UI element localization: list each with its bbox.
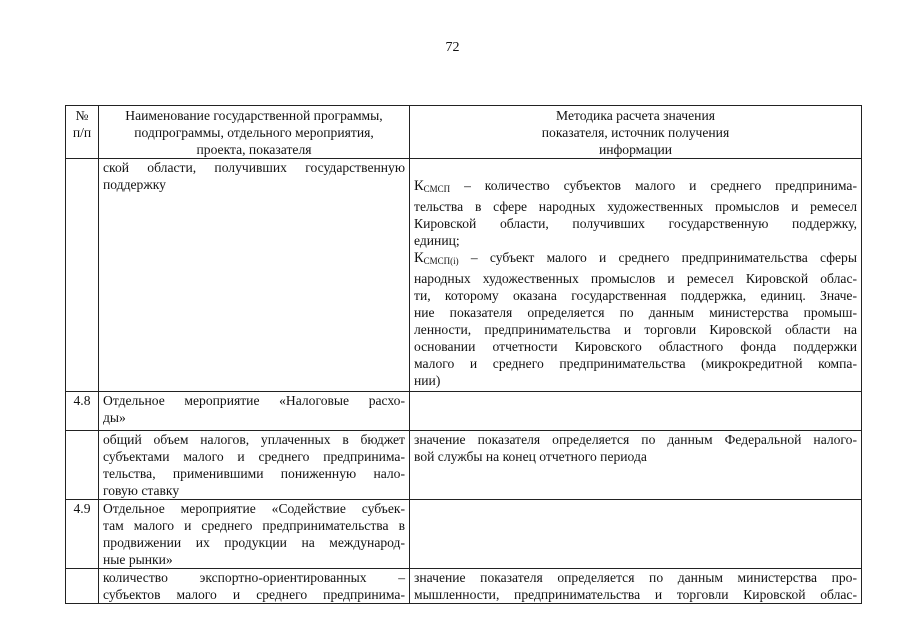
- method-line: значение показателя определяется по данным Федеральной налого-: [414, 432, 857, 447]
- header-method-text: Методика расчета значения показателя, источник получения информации: [541, 108, 730, 157]
- row-name-line: Отдельное мероприятие «Налоговые расхо-: [103, 393, 405, 408]
- formula-subscript: СМСП: [423, 184, 451, 194]
- row-name-line: ды»: [103, 410, 126, 425]
- row-name-cell: [99, 431, 410, 500]
- indicator-methodology-table: [65, 105, 862, 604]
- row-name-cell: [99, 392, 410, 431]
- method-line: единиц;: [414, 233, 460, 248]
- method-line: нии): [414, 373, 441, 388]
- formula-subscript: СМСП(i): [423, 256, 459, 266]
- row-name-line: субъектов малого и среднего предпринима-: [103, 587, 405, 602]
- row-method-cell: [410, 500, 862, 569]
- method-line: вой службы на конец отчетного периода: [414, 449, 647, 464]
- row-name-cell: [99, 500, 410, 569]
- row-num-cell: 4.9: [66, 500, 99, 569]
- method-line: Кировской области, получивших государственную поддержку,: [414, 216, 857, 231]
- table-row: [66, 159, 862, 392]
- row-name-line: Отдельное мероприятие «Содействие субъек-: [103, 501, 405, 516]
- row-num-cell: 4.8: [66, 392, 99, 431]
- method-line: ние показателя определяется по данным министерства промыш-: [414, 305, 857, 320]
- header-name: [99, 106, 410, 159]
- table-row: [66, 431, 862, 500]
- row-name-line: количество экспортно-ориентированных –: [103, 570, 405, 585]
- row-method-cell: [410, 159, 862, 392]
- row-name-line: тельства, применившими пониженную нало-: [103, 466, 405, 481]
- header-name-text: Наименование государственной программы, подпрограммы, отдельного мероприятия, проекта, показателя: [125, 108, 383, 157]
- row-name-line: говую ставку: [103, 483, 180, 498]
- row-name-line: общий объем налогов, уплаченных в бюджет: [103, 432, 405, 447]
- row-num-cell: [66, 431, 99, 500]
- row-name-cell: [99, 159, 410, 392]
- row-name-line: там малого и среднего предпринимательства в: [103, 518, 405, 533]
- row-name-line: поддержку: [103, 177, 166, 192]
- method-line: $К_{СМСП}$ – количество субъектов малого и среднего предпринима-: [414, 178, 857, 194]
- row-method-cell: [410, 569, 862, 604]
- row-name-line: субъектами малого и среднего предпринима-: [103, 449, 405, 464]
- method-line: народных художественных промыслов и ремесел Кировской облас-: [414, 271, 857, 286]
- table-header-row: [66, 106, 862, 159]
- method-line: значение показателя определяется по данным министерства про-: [414, 570, 857, 585]
- method-line: малого и среднего предпринимательства (микрокредитной компа-: [414, 356, 857, 371]
- row-name-line: продвижении их продукции на международ-: [103, 535, 405, 550]
- method-line: тельства в сфере народных художественных промыслов и ремесел: [414, 199, 857, 214]
- table-row: [66, 392, 862, 431]
- row-method-cell: [410, 431, 862, 500]
- table-row: [66, 500, 862, 569]
- formula-variable: К: [414, 178, 424, 194]
- header-method: [410, 106, 862, 159]
- row-name-line: ные рынки»: [103, 552, 173, 567]
- method-line: основании отчетности Кировского областного фонда поддержки: [414, 339, 857, 354]
- header-num: [66, 106, 99, 159]
- formula-variable: К: [414, 250, 424, 266]
- row-name-line: ской области, получивших государственную: [103, 160, 405, 175]
- page-number: 72: [445, 40, 460, 55]
- method-line: ти, которому оказана государственная поддержка, единиц. Значе-: [414, 288, 857, 303]
- row-num-cell: [66, 159, 99, 392]
- row-num-cell: [66, 569, 99, 604]
- row-name-cell: [99, 569, 410, 604]
- method-line: $К_{СМСП(i)}$ – субъект малого и среднего предпринимательства сферы: [414, 250, 857, 266]
- row-method-cell: [410, 392, 862, 431]
- table-row: [66, 569, 862, 604]
- header-num-text: № п/п: [72, 108, 92, 140]
- method-line: мышленности, предпринимательства и торговли Кировской облас-: [414, 587, 857, 602]
- method-line: ленности, предпринимательства и торговли Кировской области на: [414, 322, 857, 337]
